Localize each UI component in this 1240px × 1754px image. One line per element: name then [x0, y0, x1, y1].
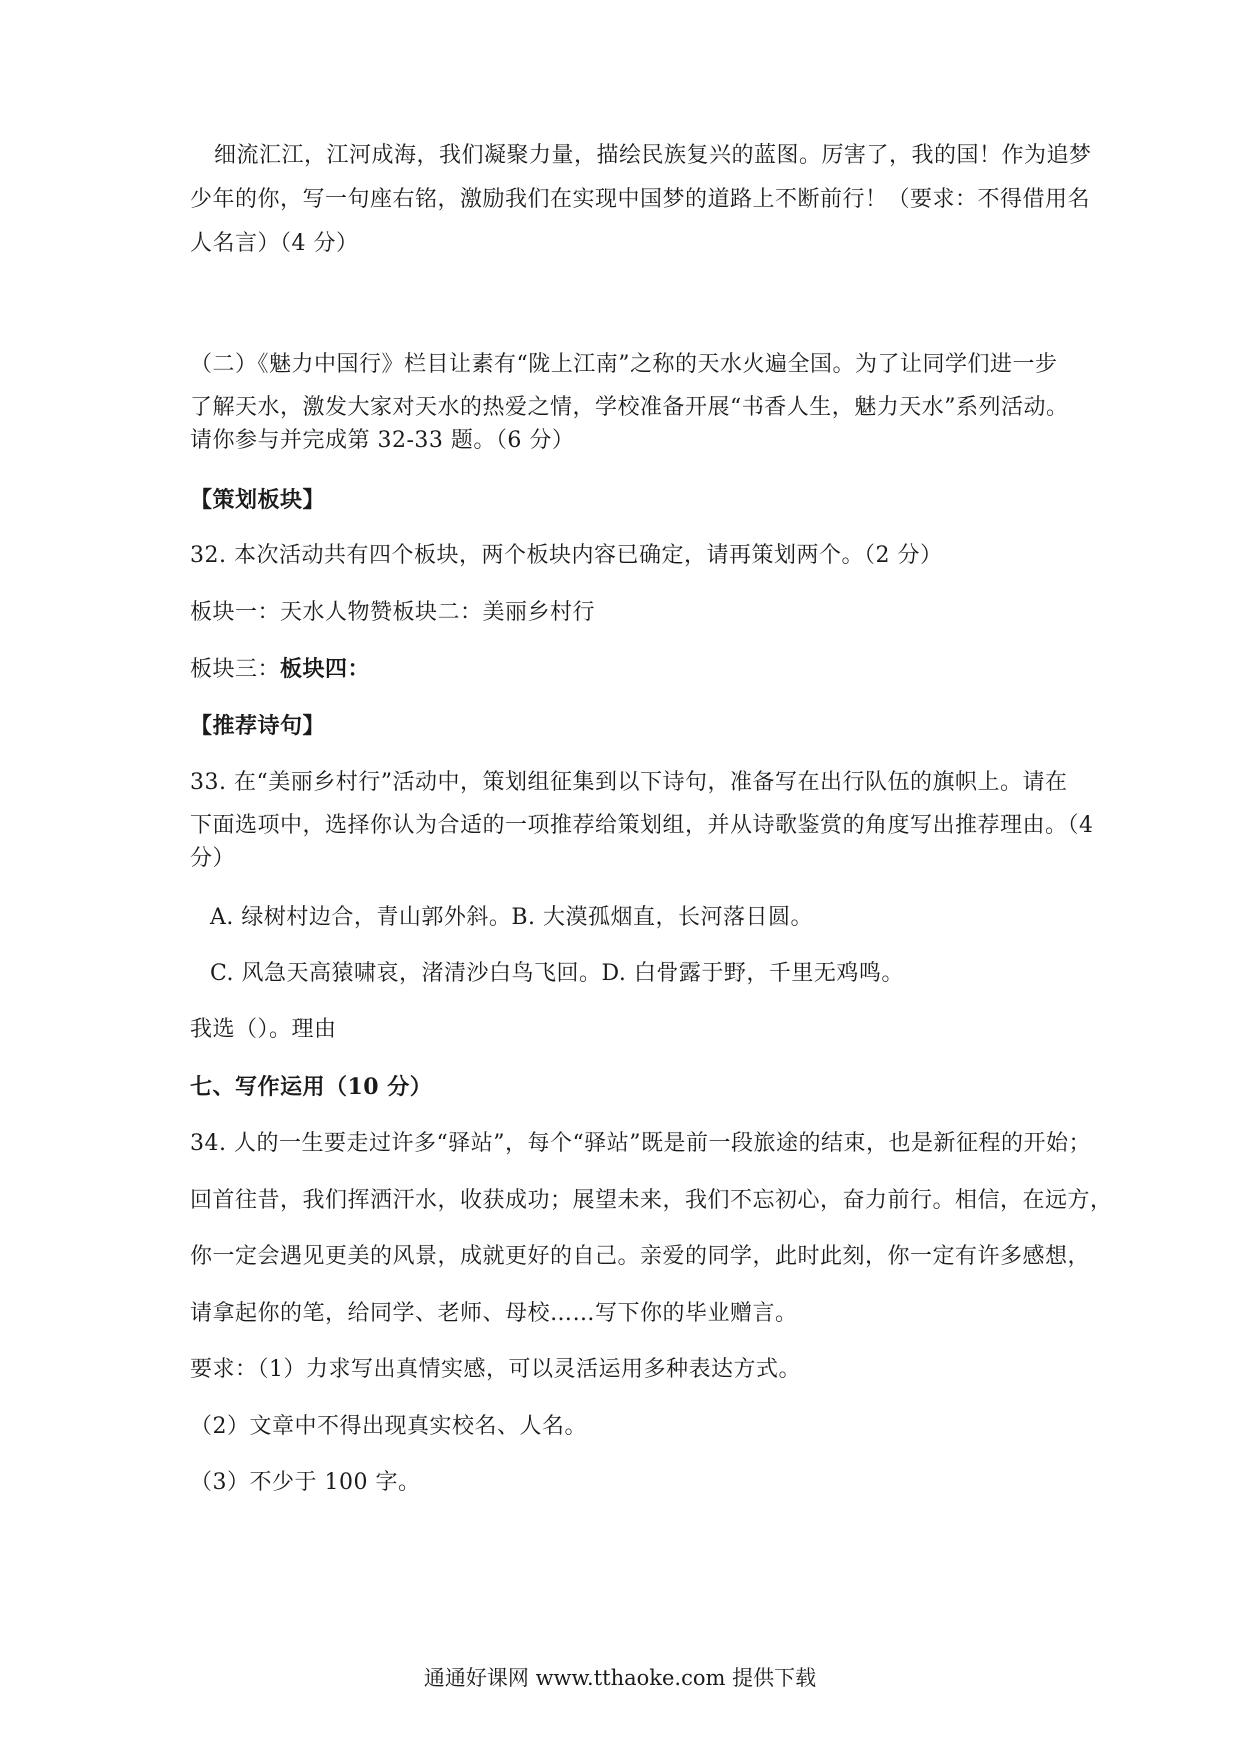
footer-source: 通通好课网 www.tthaoke.com 提供下载	[423, 1666, 817, 1690]
q32-stem: 32. 本次活动共有四个板块，两个板块内容已确定，请再策划两个。（2 分）	[190, 543, 943, 568]
motto-line-3: 人名言）（4 分）	[190, 231, 359, 256]
section-two-line-1: （二）《魅力中国行》栏目让素有“陇上江南”之称的天水火遍全国。为了让同学们进一步	[190, 352, 1058, 377]
q34-requirement-2: （2）文章中不得出现真实校名、人名。	[190, 1414, 587, 1439]
q32-block-four-label: 板块四：	[280, 656, 371, 682]
q33-line-2: 下面选项中，选择你认为合适的一项推荐给策划组，并从诗歌鉴赏的角度写出推荐理由。（4	[190, 813, 1094, 838]
q34-requirement-3: （3）不少于 100 字。	[190, 1470, 421, 1495]
q33-answer: 我选（）。理由	[190, 1017, 337, 1042]
section-two-line-3: 请你参与并完成第 32-33 题。（6 分）	[190, 428, 575, 453]
motto-line-2: 少年的你，写一句座右铭，激励我们在实现中国梦的道路上不断前行！（要求：不得借用名	[190, 187, 1091, 212]
q33-line-1: 33. 在“美丽乡村行”活动中，策划组征集到以下诗句，准备写在出行队伍的旗帜上。请在	[190, 770, 1068, 795]
motto-line-1: 细流汇江，江河成海，我们凝聚力量，描绘民族复兴的蓝图。厉害了，我的国！作为追梦	[214, 143, 1092, 168]
q34-line-4: 请拿起你的笔，给同学、老师、母校……写下你的毕业赠言。	[190, 1301, 798, 1326]
section-two-line-2: 了解天水，激发大家对天水的热爱之情，学校准备开展“书香人生，魅力天水”系列活动。	[190, 395, 1069, 420]
q34-line-1: 34. 人的一生要走过许多“驿站”，每个“驿站”既是前一段旅途的结束，也是新征程的开始；	[190, 1131, 1091, 1156]
heading-writing: 七、写作运用（10 分）	[190, 1074, 433, 1100]
q33-option-ab: A. 绿树村边合，青山郭外斜。B. 大漠孤烟直，长河落日圆。	[210, 905, 814, 930]
q33-line-3: 分）	[190, 846, 236, 871]
q33-option-cd: C. 风急天高猿啸哀，渚清沙白鸟飞回。D. 白骨露于野，千里无鸡鸣。	[210, 961, 904, 986]
q32-blocks-line-2	[190, 655, 1070, 684]
q32-block-three-label: 板块三：	[190, 657, 281, 682]
q32-blocks-line-1: 板块一：天水人物赞板块二：美丽乡村行	[190, 600, 596, 625]
q34-requirement-1: 要求：（1）力求写出真情实感，可以灵活运用多种表达方式。	[190, 1357, 801, 1382]
q34-line-3: 你一定会遇见更美的风景，成就更好的自己。亲爱的同学，此时此刻，你一定有许多感想，	[190, 1244, 1091, 1269]
heading-poem: 【推荐诗句】	[190, 713, 326, 739]
heading-plan: 【策划板块】	[190, 487, 326, 513]
q34-line-2: 回首往昔，我们挥洒汗水，收获成功；展望未来，我们不忘初心，奋力前行。相信，在远方，	[190, 1188, 1113, 1213]
